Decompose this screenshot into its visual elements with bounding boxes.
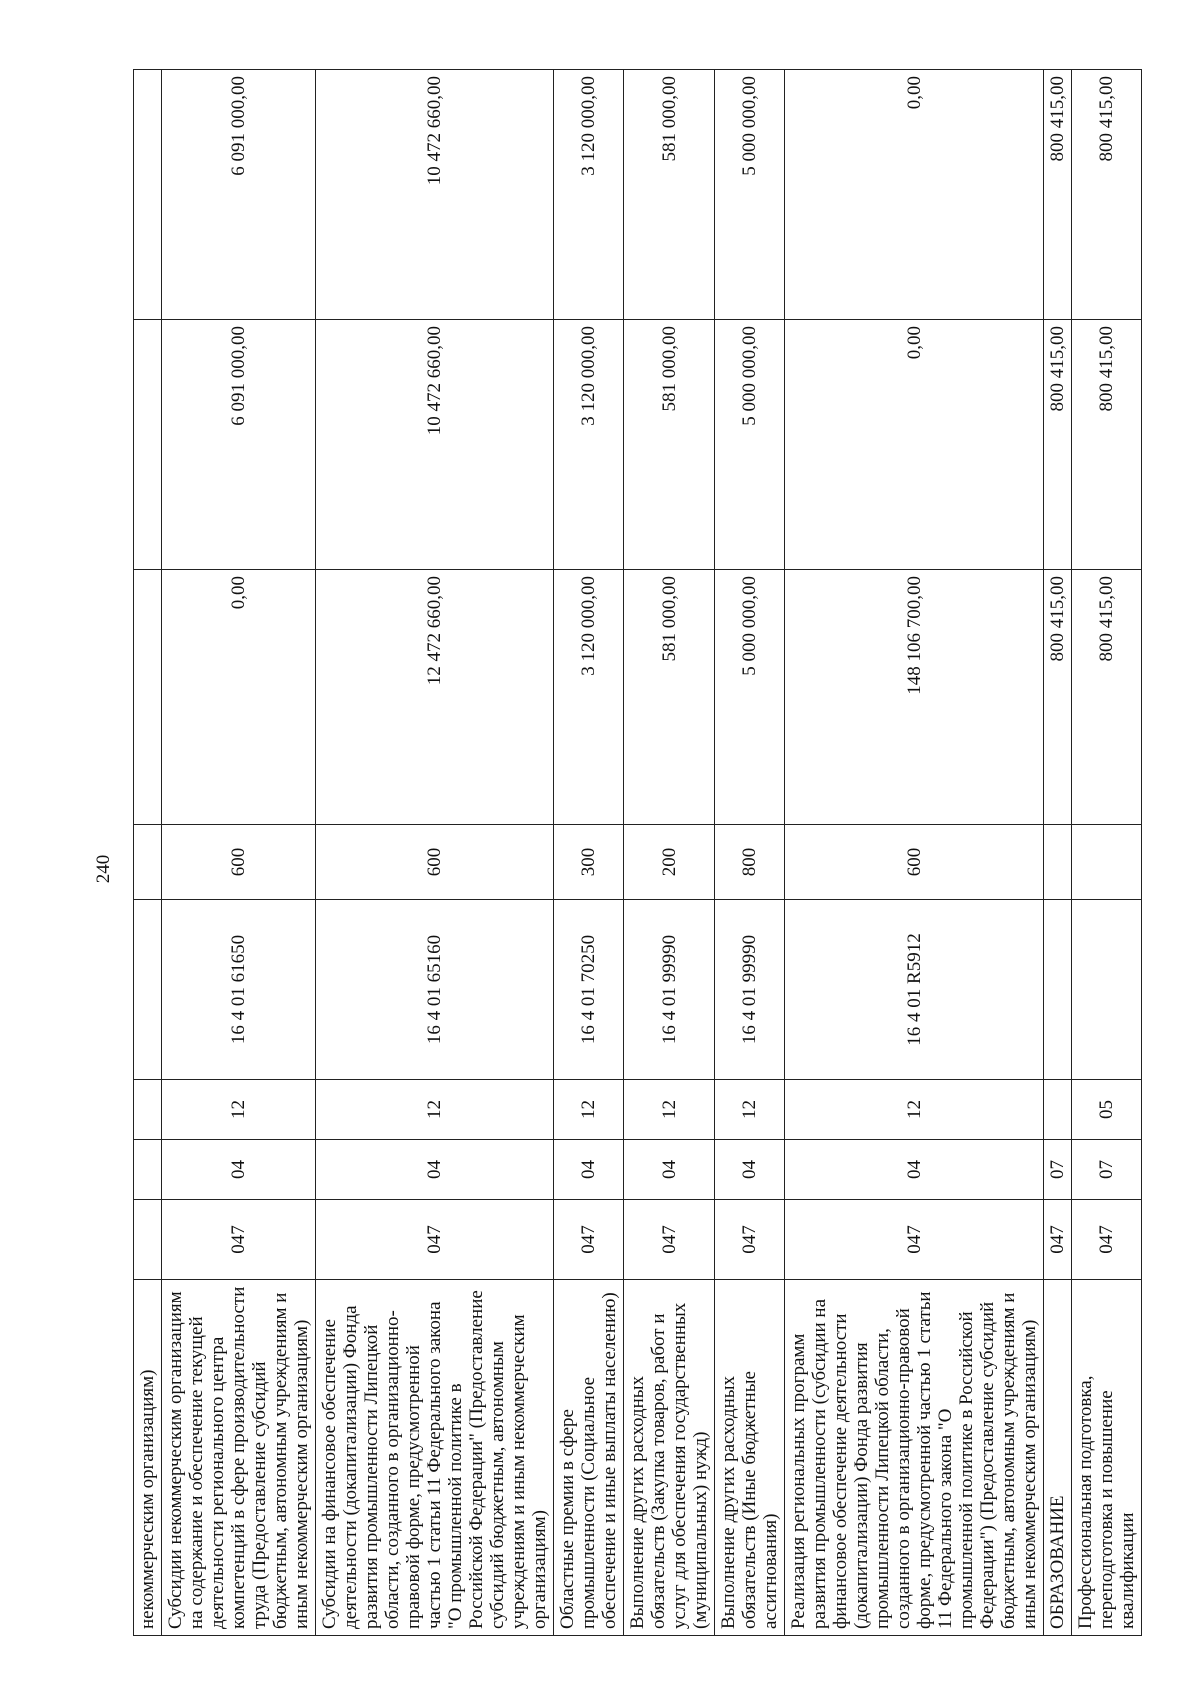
cell-target-article [134,900,162,1080]
cell-description: некоммерческим организациям) [134,1280,162,1636]
cell-target-article: 16 4 01 99990 [715,900,785,1080]
cell-target-article: 16 4 01 61650 [162,900,316,1080]
table-body [134,70,1142,1636]
cell-amount-2: 581 000,00 [624,320,715,570]
cell-expense-type: 600 [162,825,316,900]
cell-description: Областные премии в сфере промышленности (Социальное обеспечение и иные выплаты населению) [554,1280,624,1636]
cell-section: 04 [624,1140,715,1200]
cell-admin-code: 047 [554,1200,624,1280]
cell-admin-code: 047 [624,1200,715,1280]
cell-amount-1 [134,570,162,825]
cell-target-article [1072,900,1142,1080]
cell-description: Субсидии на финансовое обеспечение деятельности (докапитализации) Фонда развития промышленности Липецкой области, созданного в организационно-правовой форме, предусмотренной частью 1 статьи 11 Федерального закона "О промышленной политике в Российской Федерации" (Предоставление субсидий бюджетным, автономным учреждениям и иным некоммерческим организациям) [316,1280,554,1636]
cell-subsection [1044,1080,1072,1140]
cell-subsection: 12 [715,1080,785,1140]
cell-expense-type [1044,825,1072,900]
cell-amount-2: 5 000 000,00 [715,320,785,570]
cell-section: 04 [554,1140,624,1200]
cell-amount-2: 6 091 000,00 [162,320,316,570]
cell-section [134,1140,162,1200]
cell-expense-type: 200 [624,825,715,900]
cell-amount-3: 0,00 [785,70,1044,320]
cell-section: 07 [1044,1140,1072,1200]
cell-description: Профессиональная подготовка, переподготовка и повышение квалификации [1072,1280,1142,1636]
cell-amount-1: 3 120 000,00 [554,570,624,825]
cell-target-article: 16 4 01 99990 [624,900,715,1080]
cell-amount-2: 3 120 000,00 [554,320,624,570]
table-row [624,70,715,1636]
cell-amount-1: 12 472 660,00 [316,570,554,825]
cell-description: ОБРАЗОВАНИЕ [1044,1280,1072,1636]
cell-subsection: 12 [785,1080,1044,1140]
cell-section: 04 [162,1140,316,1200]
cell-admin-code: 047 [162,1200,316,1280]
cell-expense-type: 600 [316,825,554,900]
cell-section: 04 [785,1140,1044,1200]
cell-amount-2: 800 415,00 [1072,320,1142,570]
budget-table-wrapper [133,70,1138,1636]
table-row [162,70,316,1636]
cell-target-article [1044,900,1072,1080]
cell-subsection: 12 [316,1080,554,1140]
cell-expense-type: 300 [554,825,624,900]
budget-table [133,69,1142,1636]
cell-subsection [134,1080,162,1140]
cell-subsection: 12 [554,1080,624,1140]
cell-target-article: 16 4 01 70250 [554,900,624,1080]
table-row [715,70,785,1636]
cell-expense-type: 800 [715,825,785,900]
cell-description: Реализация региональных программ развития промышленности (субсидии на финансовое обеспечение деятельности (докапитализации) Фонда развития промышленности Липецкой области, созданного в организационно-правовой форме, предусмотренной частью 1 статьи 11 Федерального закона "О промышленной политике в Российской Федерации") (Предоставление субсидий бюджетным, автономным учреждениям и иным некоммерческим организациям) [785,1280,1044,1636]
cell-admin-code [134,1200,162,1280]
cell-amount-1: 5 000 000,00 [715,570,785,825]
cell-expense-type [1072,825,1142,900]
cell-target-article: 16 4 01 65160 [316,900,554,1080]
cell-amount-2: 0,00 [785,320,1044,570]
cell-description: Выполнение других расходных обязательств (Иные бюджетные ассигнования) [715,1280,785,1636]
cell-subsection: 05 [1072,1080,1142,1140]
cell-amount-3: 5 000 000,00 [715,70,785,320]
cell-admin-code: 047 [785,1200,1044,1280]
cell-admin-code: 047 [1044,1200,1072,1280]
cell-amount-3: 3 120 000,00 [554,70,624,320]
cell-admin-code: 047 [316,1200,554,1280]
cell-amount-2: 10 472 660,00 [316,320,554,570]
cell-amount-3 [134,70,162,320]
cell-expense-type [134,825,162,900]
table-row [134,70,162,1636]
cell-admin-code: 047 [715,1200,785,1280]
cell-amount-1: 800 415,00 [1072,570,1142,825]
table-row [316,70,554,1636]
cell-amount-3: 581 000,00 [624,70,715,320]
cell-target-article: 16 4 01 R5912 [785,900,1044,1080]
cell-section: 07 [1072,1140,1142,1200]
cell-amount-1: 148 106 700,00 [785,570,1044,825]
cell-amount-1: 0,00 [162,570,316,825]
cell-amount-3: 10 472 660,00 [316,70,554,320]
table-row [1072,70,1142,1636]
cell-amount-1: 800 415,00 [1044,570,1072,825]
cell-description: Выполнение других расходных обязательств (Закупка товаров, работ и услуг для обеспечения государственных (муниципальных) нужд) [624,1280,715,1636]
cell-expense-type: 600 [785,825,1044,900]
cell-amount-3: 6 091 000,00 [162,70,316,320]
cell-amount-1: 581 000,00 [624,570,715,825]
cell-amount-3: 800 415,00 [1044,70,1072,320]
cell-section: 04 [715,1140,785,1200]
cell-subsection: 12 [624,1080,715,1140]
cell-amount-3: 800 415,00 [1072,70,1142,320]
table-row [785,70,1044,1636]
table-row [554,70,624,1636]
table-row [1044,70,1072,1636]
cell-subsection: 12 [162,1080,316,1140]
cell-description: Субсидии некоммерческим организациям на содержание и обеспечение текущей деятельности регионального центра компетенций в сфере производительности труда (Предоставление субсидий бюджетным, автономным учреждениям и иным некоммерческим организациям) [162,1280,316,1636]
cell-amount-2 [134,320,162,570]
page-number: 240 [93,854,114,884]
cell-amount-2: 800 415,00 [1044,320,1072,570]
cell-section: 04 [316,1140,554,1200]
cell-admin-code: 047 [1072,1200,1142,1280]
